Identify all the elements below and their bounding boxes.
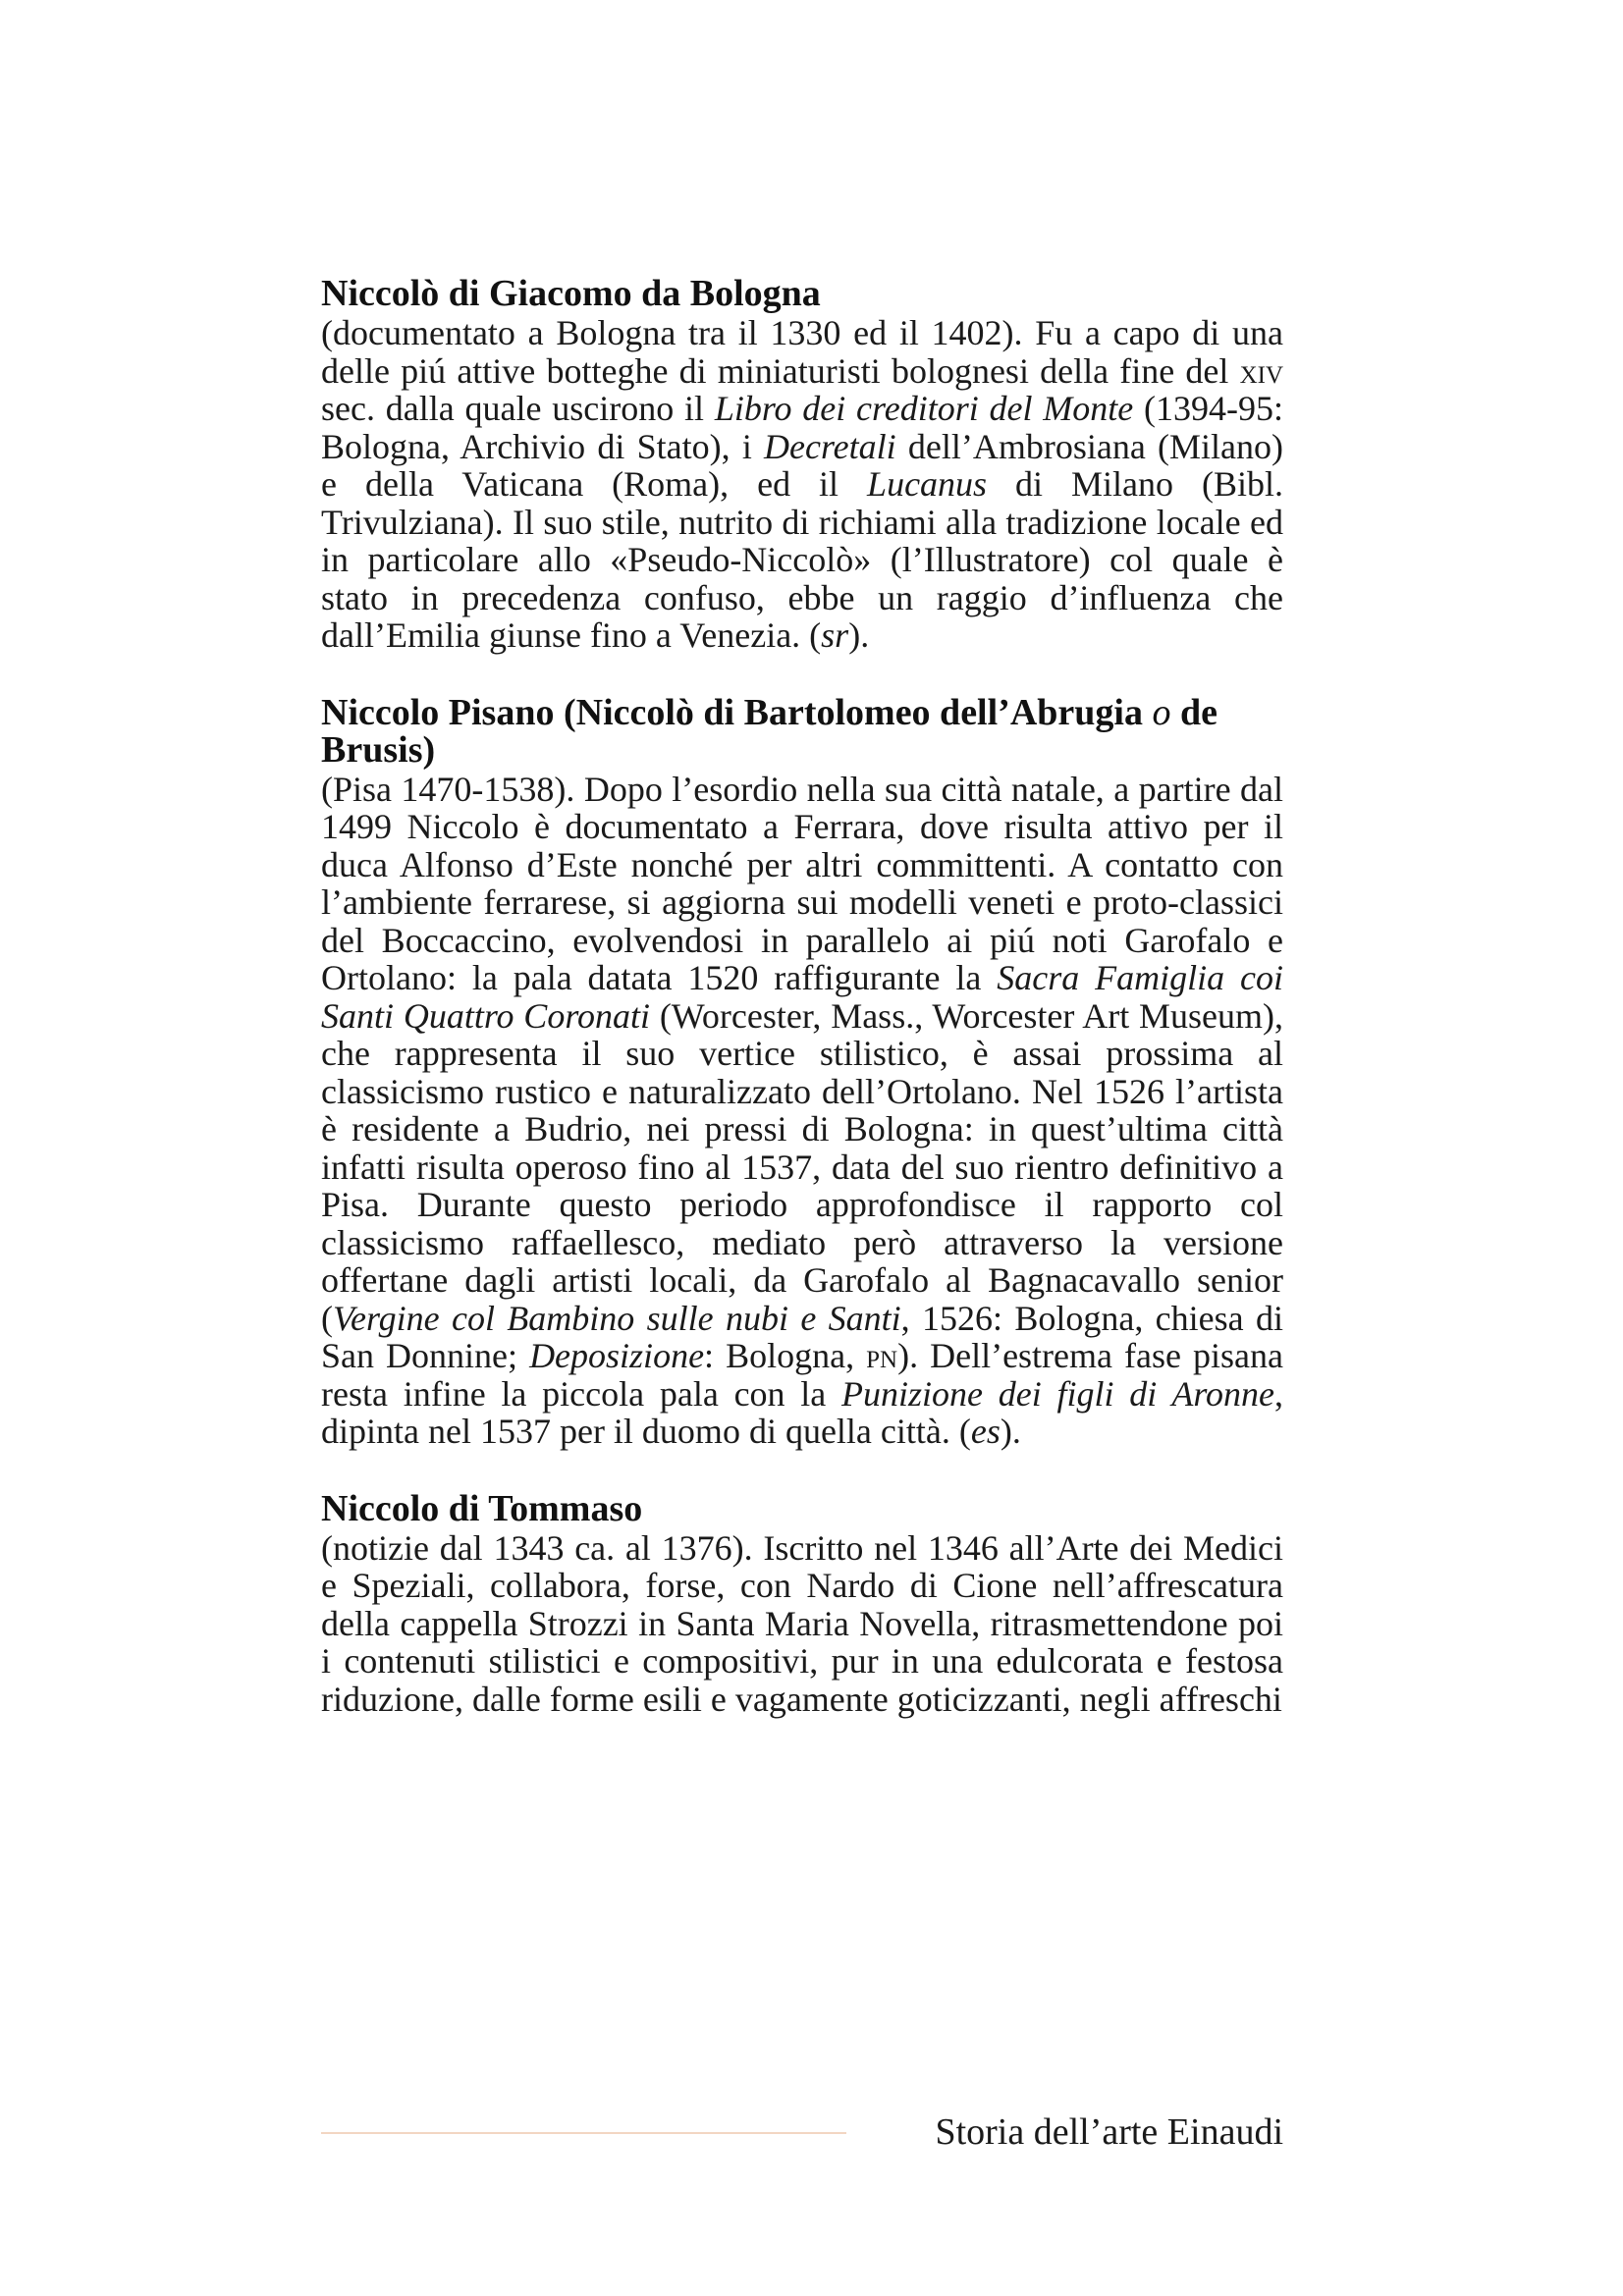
body-text: (1394-95: Bologna, Archivio di Stato), i xyxy=(321,389,1283,466)
footer-publisher: Storia dell’arte Einaudi xyxy=(935,2111,1283,2153)
title-text: de Brusis) xyxy=(321,691,1217,771)
entry-niccolo-pisano xyxy=(321,691,1284,1451)
footer-rule xyxy=(321,2132,846,2134)
body-text: dell’Ambrosiana (Milano) e della Vaticana (Roma), ed il xyxy=(321,426,1283,504)
body-text: ). Dell’estrema fase pisana resta infine la piccola pala con la xyxy=(321,1336,1283,1414)
body-text: pn xyxy=(866,1336,898,1375)
body-text: Lucanus xyxy=(867,464,988,504)
body-text: Libro dei creditori del Monte xyxy=(714,389,1134,428)
body-text: Vergine col Bambino sulle nubi e Santi xyxy=(333,1298,901,1338)
entry-body xyxy=(321,771,1283,1451)
page-footer xyxy=(321,2112,1283,2162)
entry-niccolo-di-tommaso xyxy=(321,1487,1283,1719)
title-text: o xyxy=(1152,691,1171,733)
body-text: ). xyxy=(848,615,870,655)
page-content xyxy=(321,275,1283,1757)
body-text: (documentato a Bologna tra il 1330 ed il 1402). Fu a capo di una delle piú attive botteghe di miniaturisti bolognesi della fine del xyxy=(321,313,1283,391)
body-text: , 1526: Bologna, chiesa di San Donnine; xyxy=(321,1298,1283,1375)
entry-body xyxy=(321,1529,1283,1719)
body-text: , dipinta nel 1537 per il duomo di quella città. ( xyxy=(321,1373,1284,1451)
body-text: : Bologna, xyxy=(704,1336,867,1375)
body-text: ). xyxy=(1000,1412,1021,1451)
entry-title: Niccolò di Giacomo da Bologna xyxy=(321,273,821,314)
entry-body xyxy=(321,314,1283,655)
body-text: Punizione dei figli di Aronne xyxy=(841,1373,1275,1414)
body-text: sec. dalla quale uscirono il xyxy=(321,389,715,428)
author-initials: es xyxy=(970,1412,1001,1451)
body-text: Decretali xyxy=(764,426,896,466)
entry-title xyxy=(321,691,1283,771)
body-text: (notizie dal 1343 ca. al 1376). Iscritto nel 1346 all’Arte dei Medici e Speziali, collabora, forse, con Nardo di Cione nell’affrescatura della cappella Strozzi in Santa Maria Novella, ritrasmettendone poi i contenuti stilistici e compositivi, pur in una edulcorata e festosa riduzione, dalle forme esili e vagamente goticizzanti, negli affreschi xyxy=(321,1527,1283,1719)
entry-niccolo-di-giacomo xyxy=(321,275,1283,655)
body-text: di Milano (Bibl. Trivulziana). Il suo stile, nutrito di richiami alla tradizione locale ed in particolare allo «Pseudo-Niccolò» (l’Illustratore) col quale è stato in precedenza confuso, ebbe un raggio d’influenza che dall’Emilia giunse fino a Venezia. ( xyxy=(321,464,1283,655)
entry-title: Niccolo di Tommaso xyxy=(321,1487,643,1529)
author-initials: sr xyxy=(821,615,849,655)
body-text: Deposizione xyxy=(529,1336,705,1375)
body-text: Sacra Famiglia coi Santi Quattro Coronati xyxy=(321,958,1283,1036)
body-text: (Worcester, Mass., Worcester Art Museum), che rappresenta il suo vertice stilistico, è assai prossima al classicismo rustico e naturalizzato dell’Ortolano. Nel 1526 l’artista è residente a Budrio, nei pressi di Bologna: in quest’ultima città infatti risulta operoso fino al 1537, data del suo rientro definitivo a Pisa. Durante questo periodo approfondisce il rapporto col classicismo raffaellesco, mediato però attraverso la versione offertane dagli artisti locali, da Garofalo al Bagnacavallo senior ( xyxy=(321,995,1283,1338)
body-text: (Pisa 1470-1538). Dopo l’esordio nella sua città natale, a partire dal 1499 Niccolo è documentato a Ferrara, dove risulta attivo per il duca Alfonso d’Este nonché per altri committenti. A contatto con l’ambiente ferrarese, si aggiorna sui modelli veneti e proto-classici del Boccaccino, evolvendosi in parallelo ai piú noti Garofalo e Ortolano: la pala datata 1520 raffigurante la xyxy=(321,769,1283,997)
title-text: Niccolo Pisano (Niccolò di Bartolomeo dell’Abrugia xyxy=(321,691,1153,733)
body-text: xiv xyxy=(1239,350,1283,391)
